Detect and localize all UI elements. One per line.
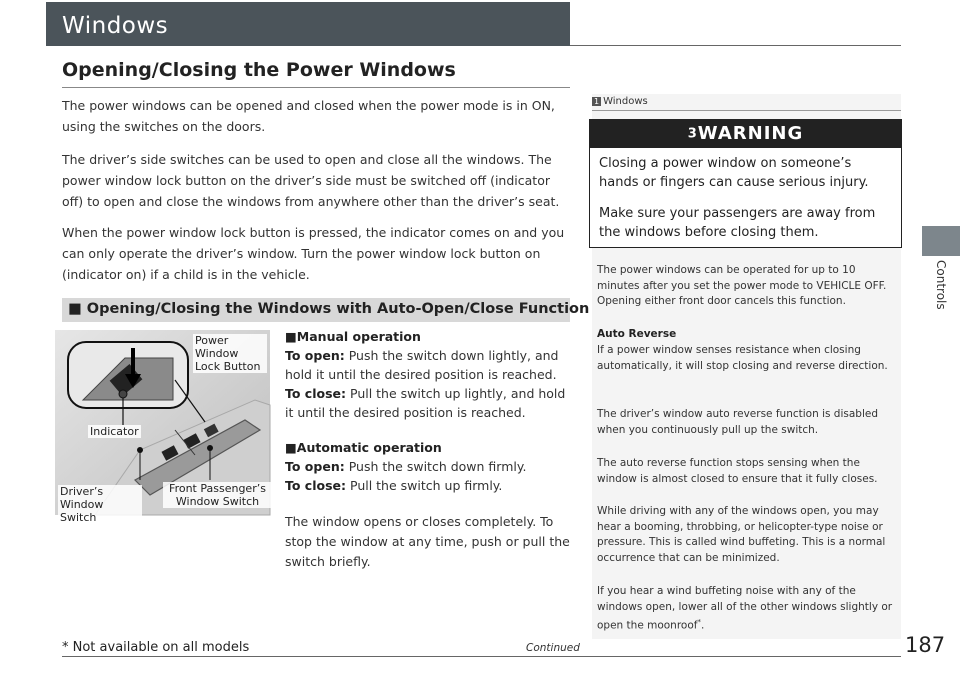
warning-icon: 3: [687, 126, 698, 142]
manual-close-instruction: [285, 384, 575, 422]
warning-title-text: WARNING: [697, 123, 804, 144]
page-title: Windows: [62, 13, 169, 39]
chapter-tab[interactable]: [922, 226, 960, 256]
automatic-open-label: To open:: [285, 459, 345, 474]
automatic-open-text: Push the switch down firmly.: [348, 459, 527, 474]
subsection-title: [68, 301, 589, 317]
manual-close-text: Pull the switch up lightly, and hold it until the desired position is reached.: [285, 386, 566, 420]
sidebar-divider: [592, 110, 901, 111]
window-switch-illustration: [55, 330, 270, 524]
subsection-title-text: Opening/Closing the Windows with Auto-Open/Close Function: [86, 301, 590, 317]
passenger-switch-label: Front Passenger’s Window Switch: [163, 482, 272, 508]
footnote: * Not available on all models: [62, 640, 250, 655]
moonroof-footnote-mark: *: [697, 618, 701, 626]
intro-paragraph-3: When the power window lock button is pressed, the indicator comes on and you can only operate the driver’s window. Turn the power window lock button on (indicator on) if a child is in the vehicle.: [62, 225, 565, 282]
automatic-close-label: To close:: [285, 478, 347, 493]
footer-divider: [62, 656, 901, 657]
buffeting-remedy-end: .: [700, 619, 705, 632]
reference-marker: 1: [594, 97, 600, 106]
manual-operation-heading: ■Manual operation: [285, 329, 421, 344]
manual-open-label: To open:: [285, 348, 345, 363]
automatic-operation-heading: ■Automatic operation: [285, 440, 442, 455]
warning-title: [590, 123, 901, 144]
sidebar-heading: [592, 96, 648, 107]
subsection-header: [62, 298, 590, 322]
warning-box: [589, 119, 902, 248]
note-auto-reverse-stop: The auto reverse function stops sensing when the window is almost closed to ensure that it fully closes.: [597, 457, 878, 485]
indicator-label: Indicator: [90, 425, 139, 438]
sidebar-heading-text: Windows: [603, 96, 648, 107]
note-wind-buffeting: While driving with any of the windows open, you may hear a booming, throbbing, or helicopter-type noise or pressure. This is called wind buffeting. This is a normal occurrence that can be minimized.: [597, 505, 886, 564]
manual-operation: [285, 327, 575, 422]
section-title: Opening/Closing the Power Windows: [62, 59, 456, 81]
intro-paragraph-1: The power windows can be opened and closed when the power mode is in ON, using the switches on the doors.: [62, 98, 555, 134]
intro-paragraph-2: The driver’s side switches can be used to open and close all the windows. The power window lock button on the driver’s side must be switched off (indicator off) to open and close the windows from anywhere other than the driver’s seat.: [62, 152, 560, 209]
automatic-close-instruction: [285, 476, 575, 495]
note-buffeting-remedy: [597, 584, 897, 634]
subsection-marker: ■: [68, 301, 82, 317]
note-auto-reverse: If a power window senses resistance when closing automatically, it will stop closing and reverse direction.: [597, 344, 888, 372]
chapter-tab-label: Controls: [934, 260, 948, 310]
automatic-operation: [285, 438, 575, 495]
manual-open-text: Push the switch down lightly, and hold it until the desired position is reached.: [285, 348, 559, 382]
warning-text-2: Make sure your passengers are away from the windows before closing them.: [599, 206, 876, 240]
lock-button-label: Power Window Lock Button: [193, 334, 267, 373]
page-number: 187: [905, 633, 946, 657]
manual-close-label: To close:: [285, 386, 347, 401]
auto-reverse-heading: Auto Reverse: [597, 328, 677, 340]
warning-text-1: Closing a power window on someone’s hands or fingers can cause serious injury.: [599, 156, 869, 190]
header-divider: [570, 45, 901, 46]
driver-switch-label: Driver’s Window Switch: [58, 485, 142, 524]
manual-open-instruction: [285, 346, 575, 384]
note-driver-auto-reverse: The driver’s window auto reverse function is disabled when you continuously pull up the switch.: [597, 408, 878, 436]
continued-label: Continued: [526, 642, 580, 654]
buffeting-remedy-text: If you hear a wind buffeting noise with any of the windows open, lower all of the other windows slightly or open the moonroof: [597, 585, 893, 632]
automatic-open-instruction: [285, 457, 575, 476]
automatic-close-text: Pull the switch up firmly.: [350, 478, 503, 493]
note-power-duration: The power windows can be operated for up to 10 minutes after you set the power mode to VEHICLE OFF. Opening either front door cancels this function.: [597, 264, 887, 307]
stop-window-note: The window opens or closes completely. To stop the window at any time, push or pull the switch briefly.: [285, 514, 570, 569]
section-divider: [62, 87, 570, 88]
